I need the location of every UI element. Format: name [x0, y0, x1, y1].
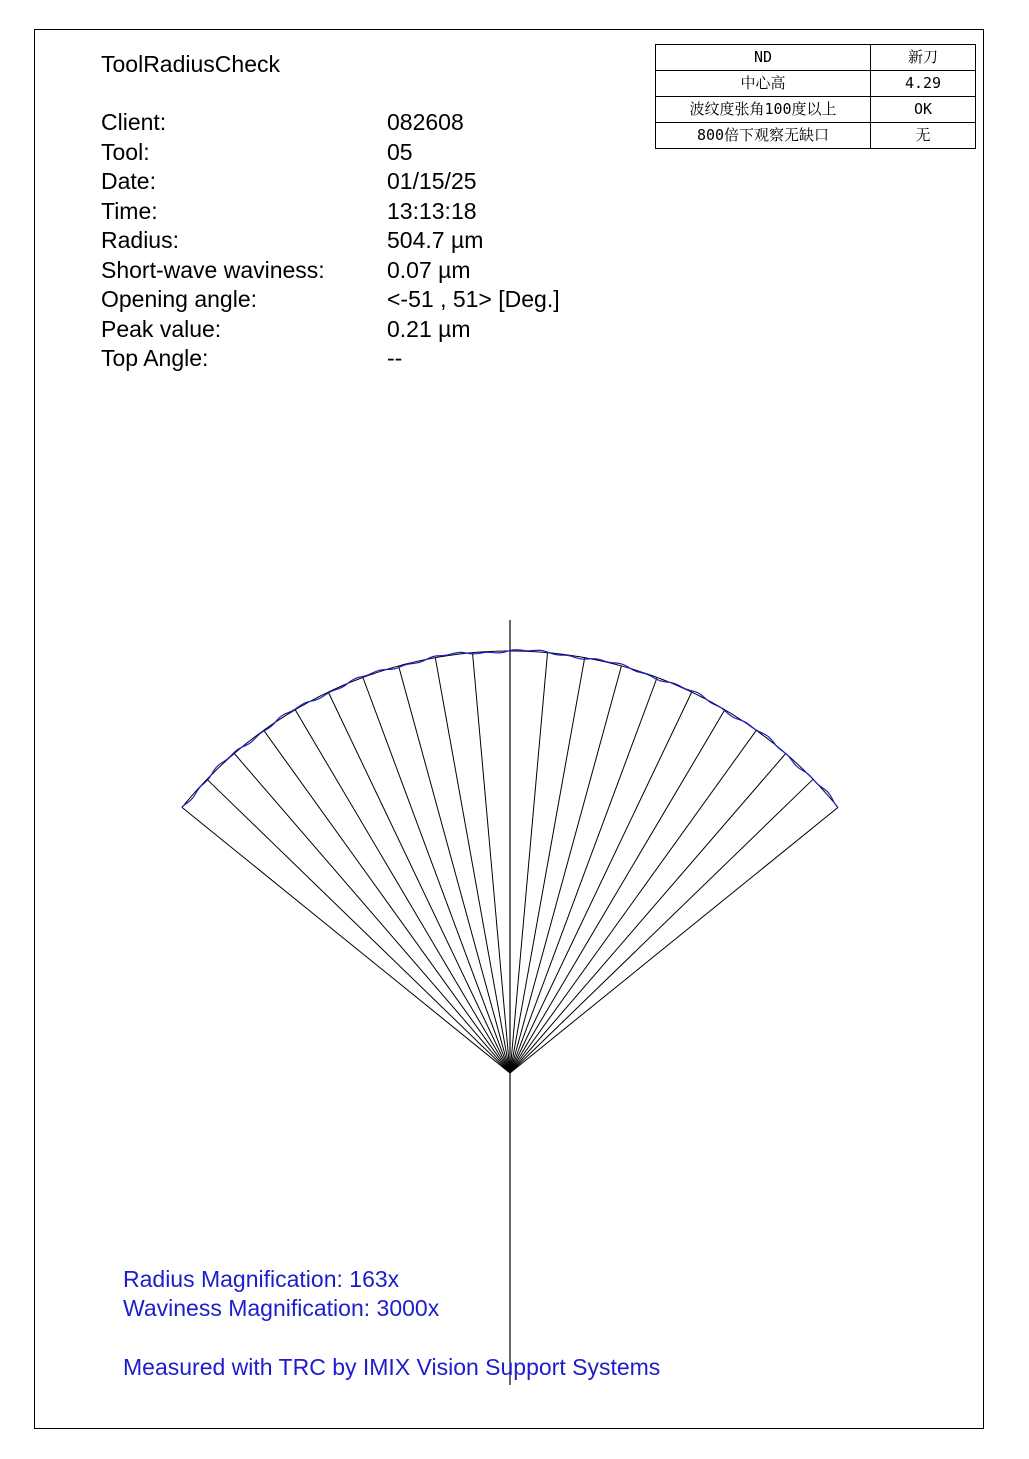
profile-ray: [510, 653, 548, 1073]
info-value: 05: [387, 138, 413, 165]
spec-cell: ND: [656, 45, 871, 71]
radius-magnification: Radius Magnification: 163x: [123, 1266, 400, 1292]
info-label: Radius:: [101, 227, 179, 253]
info-value: 504.7 µm: [387, 227, 484, 253]
info-label: Opening angle:: [101, 286, 258, 312]
info-label: Time:: [101, 197, 158, 224]
profile-ray: [510, 730, 756, 1073]
info-value: --: [387, 345, 403, 371]
spec-cell: 波纹度张角100度以上: [656, 97, 871, 123]
profile-rays: [182, 651, 838, 1073]
info-label: Peak value:: [101, 315, 222, 342]
info-label: Top Angle:: [101, 345, 209, 371]
info-value: 13:13:18: [387, 197, 477, 224]
spec-cell: OK: [871, 97, 976, 123]
info-label: Tool:: [101, 138, 150, 165]
info-value: 0.07 µm: [387, 256, 471, 283]
info-value: <-51 , 51> [Deg.]: [387, 286, 560, 312]
spec-cell: 中心高: [656, 71, 871, 97]
spec-cell: 无: [871, 123, 976, 149]
profile-ray: [234, 754, 510, 1074]
info-value: 01/15/25: [387, 168, 477, 194]
profile-ray: [328, 692, 510, 1073]
info-label: Short-wave waviness:: [101, 256, 325, 283]
profile-ray: [510, 692, 692, 1073]
profile-ray: [399, 666, 510, 1073]
spec-cell: 800倍下观察无缺口: [656, 123, 871, 149]
profile-ray: [473, 653, 511, 1073]
profile-ray: [207, 779, 510, 1073]
spec-cell: 4.29: [871, 71, 976, 97]
profile-ray: [264, 730, 510, 1073]
profile-ray: [510, 666, 621, 1073]
info-value: 0.21 µm: [387, 315, 471, 342]
waviness-magnification: Waviness Magnification: 3000x: [123, 1295, 440, 1321]
measured-with-credit: Measured with TRC by IMIX Vision Support Systems: [123, 1354, 661, 1380]
spec-cell: 新刀: [871, 45, 976, 71]
report-title: ToolRadiusCheck: [101, 51, 280, 77]
info-label: Date:: [101, 168, 156, 194]
profile-ray: [510, 779, 813, 1073]
info-label: Client:: [101, 109, 167, 135]
profile-ray: [510, 754, 786, 1074]
info-value: 082608: [387, 109, 464, 135]
